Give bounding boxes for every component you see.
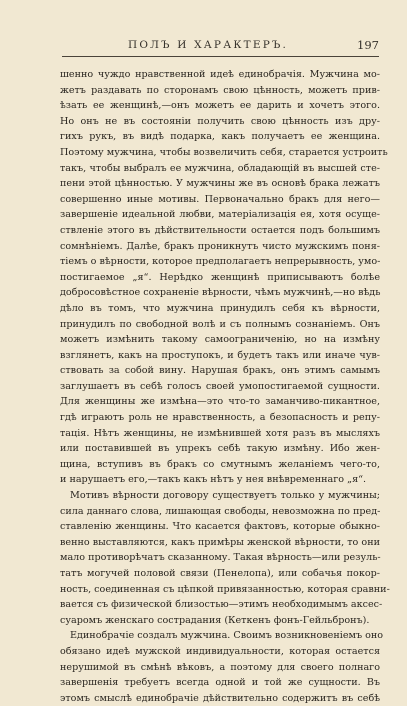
text-line: завершеніе идеальной любви, матеріализація ея, хотя осуще-	[60, 209, 380, 221]
text-line: Но онъ не въ состояніи получить свою цѣнность изъ дру-	[60, 115, 380, 127]
body-text	[60, 67, 390, 706]
text-line: добросовѣстное сохраненіе вѣрности, чѣмъ мужчинѣ,—но вѣдь	[60, 287, 381, 299]
text-line: татъ могучей половой связи (Пенелопа), или собачья покор-	[60, 568, 380, 579]
text-line: или поставившей въ упрекъ себѣ такую измѣну. Ибо жен-	[60, 443, 380, 455]
text-line: Мотивъ вѣрности договору существуетъ только у мужчины;	[70, 490, 380, 502]
text-line: постигаемое „я“. Нерѣдко женщинѣ приписываютъ болѣе	[60, 271, 380, 283]
text-line: щина, вступивъ въ бракъ со смутнымъ желаніемъ чего-то,	[60, 458, 380, 470]
text-line: пени этой цѣнностью. У мужчины же въ основѣ брака лежатъ	[60, 178, 380, 190]
text-line: шенно чуждо нравственной идеѣ единобрачія. Мужчина мо-	[60, 69, 380, 80]
running-title: ПОЛЪ И ХАРАКТЕРЪ.	[128, 39, 289, 51]
text-line: ставленію женщины. Что касается фактовъ, которые обыкно-	[60, 521, 380, 533]
text-line: вается съ физической близостью—этимъ необходимымъ аксес-	[60, 599, 383, 611]
text-line: ствленіе этого въ дѣйствительности остается подъ большимъ	[60, 224, 380, 236]
text-line: суаромъ женскаго сострадания (Кеткенъ фонъ-Гейльбронъ).	[60, 614, 370, 626]
text-line: тація. Нѣтъ женщины, не измѣнившей хотя разъ въ мысляхъ	[60, 427, 380, 439]
text-line: принудилъ по свободной волѣ и съ полнымъ сознаніемъ. Онъ	[60, 318, 380, 330]
text-line: этомъ смыслѣ единобрачіе дѣйствительно содержитъ въ себѣ	[60, 692, 380, 704]
page-header	[62, 38, 379, 57]
text-line: тіемъ о вѣрности, которое предполагаетъ непрерывность, умо-	[60, 256, 381, 268]
text-line: сомнѣніемъ. Далѣе, бракъ проникнутъ чисто мужскимъ поня-	[60, 240, 380, 252]
text-line: завершенія требуетъ всегда одной и той же сущности. Въ	[60, 677, 380, 689]
text-line: сила даннаго слова, лишающая свободы, невозможна по пред-	[60, 505, 381, 517]
page-number: 197	[357, 38, 379, 52]
text-line: совершенно иные мотивы. Первоначально бракъ для него—	[60, 193, 380, 205]
text-line: обязано идеѣ мужской индивидуальности, которая остается	[60, 645, 380, 657]
text-line: можетъ измѣнить такому самоограниченію, но на измѣну	[60, 334, 380, 346]
text-line: Поэтому мужчина, чтобы возвеличить себя, старается устроить	[60, 146, 388, 158]
text-line: гдѣ играютъ роль не нравственность, а безопасность и репу-	[60, 412, 380, 424]
text-line: венно выставляются, какъ примѣры женской вѣрности, то они	[60, 536, 380, 548]
text-line: нерушимой въ смѣнѣ вѣковъ, а поэтому для своего полнаго	[60, 661, 380, 673]
text-line: гихъ рукъ, въ видѣ подарка, какъ получаетъ ее женщина.	[60, 131, 380, 143]
text-line: дѣло въ томъ, что мужчина принудилъ себя къ вѣрности,	[60, 302, 380, 314]
text-line: ность, соединенная съ цѣпкой привязанностью, которая сравни-	[60, 583, 390, 595]
text-line: такъ, чтобы выбралъ ее мужчина, обладающій въ высшей сте-	[60, 162, 380, 174]
text-line: заглушаетъ въ себѣ голосъ своей умопостигаемой сущности.	[60, 380, 380, 392]
text-line: ѣзать ее женщинѣ,—онъ можетъ ее дарить и хочетъ этого.	[60, 100, 380, 112]
text-line: ствовать за собой вину. Нарушая бракъ, онъ этимъ самымъ	[60, 365, 380, 377]
text-line: мало противорѣчатъ сказанному. Такая вѣрность—или резуль-	[60, 552, 381, 564]
text-line: Для женщины же измѣна—это что-то заманчиво-пикантное,	[60, 396, 380, 408]
text-line: Единобрачіе создалъ мужчина. Своимъ возникновеніемъ оно	[70, 630, 384, 642]
text-line: жетъ раздавать по сторонамъ свою цѣнность, можетъ прив-	[60, 84, 380, 96]
text-line: взглянетъ, какъ на проступокъ, и будетъ такъ или иначе чув-	[60, 349, 380, 361]
text-line: и нарушаетъ его,—такъ какъ нѣтъ у нея внѣвременнаго „я“.	[60, 474, 367, 486]
